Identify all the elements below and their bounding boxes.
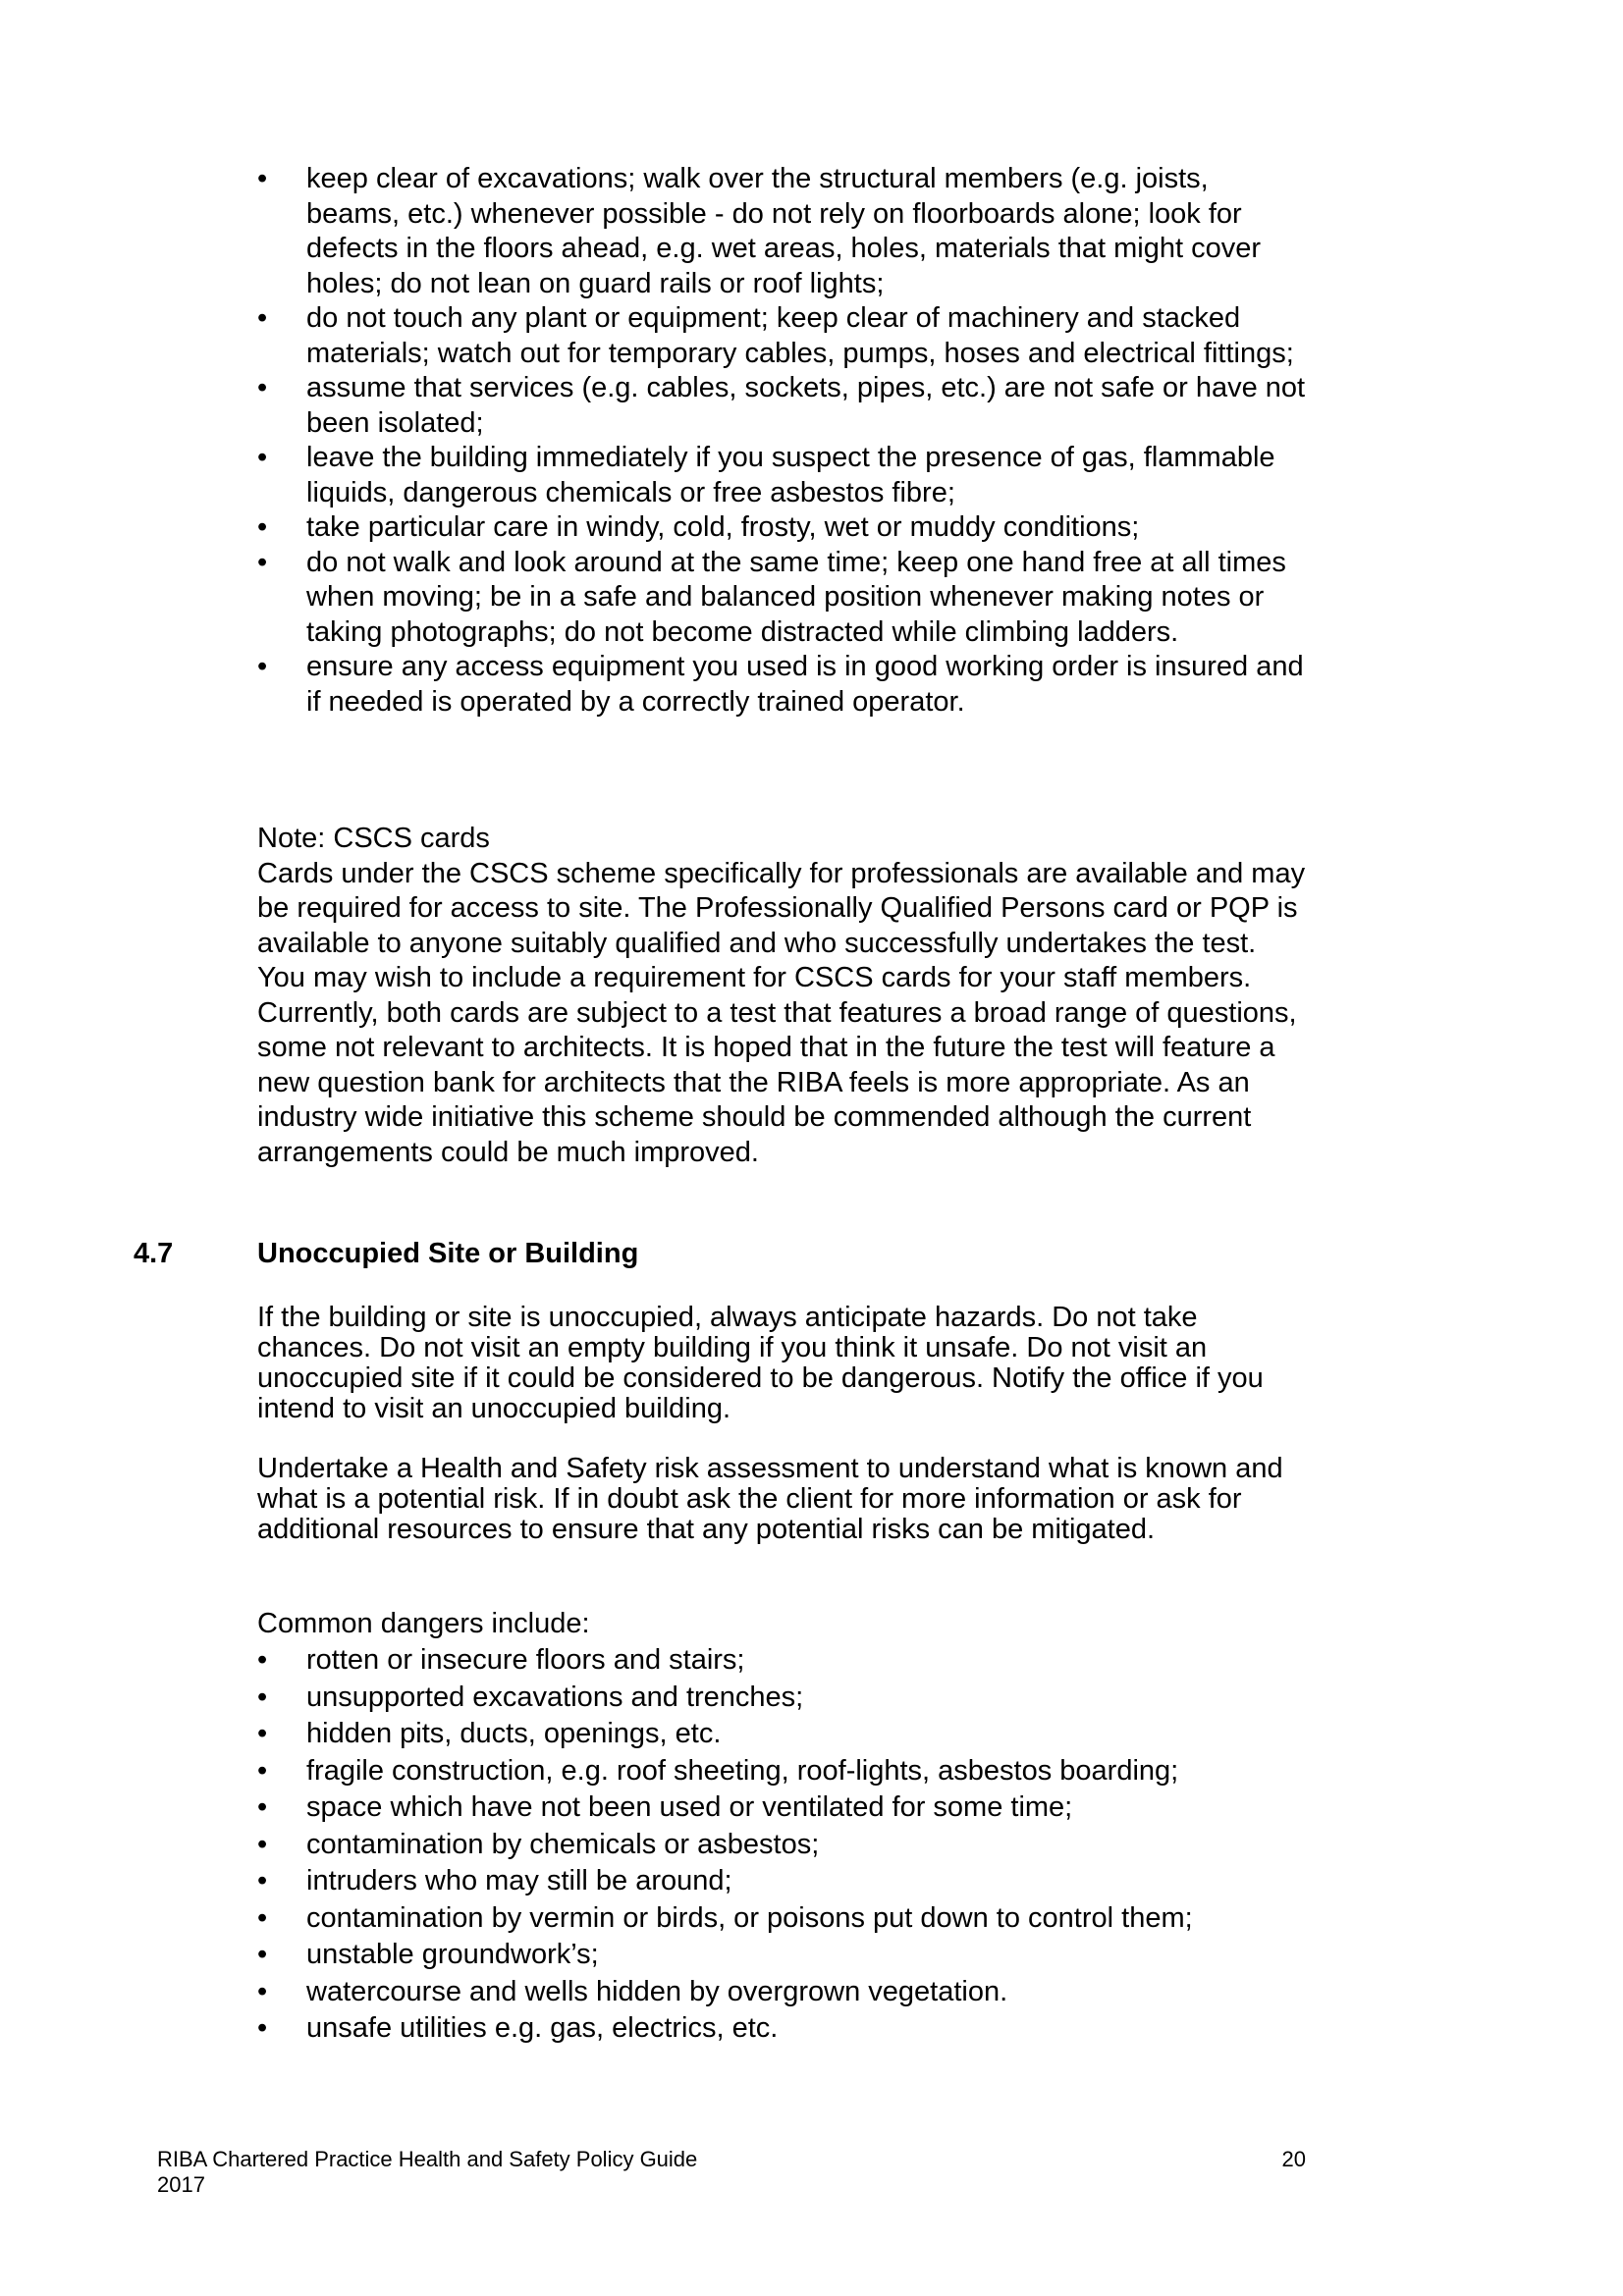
list-item-text: rotten or insecure floors and stairs;: [306, 1644, 745, 1676]
list-item-text: contamination by chemicals or asbestos;: [306, 1828, 820, 1860]
list-item: [257, 510, 1308, 546]
bullet-icon: •: [257, 1865, 268, 1896]
list-item: [257, 301, 1308, 371]
list-item-text: unsupported excavations and trenches;: [306, 1681, 804, 1713]
list-item-text: unstable groundwork’s;: [306, 1939, 599, 1970]
bullet-icon: •: [257, 1754, 268, 1787]
section-title: Unoccupied Site or Building: [257, 1238, 639, 1269]
bullet-icon: •: [257, 302, 268, 334]
list-item-text: do not touch any plant or equipment; keep clear of machinery and stacked materials; watch out for temporary cables, pumps, hoses and electrical fittings;: [306, 302, 1294, 369]
list-item-text: hidden pits, ducts, openings, etc.: [306, 1718, 722, 1749]
list-item: [257, 2010, 1308, 2048]
hazard-bullet-list-wrapper: [257, 162, 1308, 720]
bullet-icon: •: [257, 442, 268, 473]
bullet-icon: •: [257, 1939, 268, 1970]
list-item: [257, 1900, 1308, 1938]
cscs-note: [257, 822, 1308, 1170]
list-item: [257, 1863, 1308, 1900]
note-body: Cards under the CSCS scheme specifically for professionals are available and may be required for access to site. The Professionally Qualified Persons card or PQP is available to anyone suitably qualified and who successfully undertakes the test. You may wish to include a requirement for CSCS cards for your staff members. Currently, both cards are subject to a test that features a broad range of questions, some not relevant to architects. It is hoped that in the future the test will feature a new question bank for architects that the RIBA feels is more appropriate. As an industry wide initiative this scheme should be commended although the current arrangements could be much improved.: [257, 857, 1306, 1168]
bullet-icon: •: [257, 1791, 268, 1823]
bullet-icon: •: [257, 372, 268, 403]
list-item: [257, 371, 1308, 441]
list-item-text: assume that services (e.g. cables, sockets, pipes, etc.) are not safe or have not been isolated;: [306, 372, 1306, 439]
footer-document-title: [157, 2147, 697, 2198]
hazard-bullet-list: [257, 162, 1308, 720]
list-item-text: space which have not been used or ventilated for some time;: [306, 1791, 1073, 1823]
list-item: [257, 1974, 1308, 2011]
bullet-icon: •: [257, 1828, 268, 1860]
footer-year: 2017: [157, 2172, 205, 2197]
list-item-text: leave the building immediately if you suspect the presence of gas, flammable liquids, dangerous chemicals or free asbestos fibre;: [306, 442, 1275, 508]
list-item-text: fragile construction, e.g. roof sheeting, roof-lights, asbestos boarding;: [306, 1754, 1179, 1787]
list-item: [257, 1642, 1308, 1680]
list-item-text: contamination by vermin or birds, or poisons put down to control them;: [306, 1901, 1193, 1934]
bullet-icon: •: [257, 1718, 268, 1749]
bullet-icon: •: [257, 1644, 268, 1676]
list-item: [257, 441, 1308, 510]
bullet-icon: •: [257, 1975, 268, 2007]
list-item-text: do not walk and look around at the same time; keep one hand free at all times when moving; be in a safe and balanced position whenever making notes or taking photographs; do not become distracted while climbing ladders.: [306, 546, 1286, 648]
note-title: Note: CSCS cards: [257, 823, 490, 854]
list-item-text: take particular care in windy, cold, frosty, wet or muddy conditions;: [306, 511, 1140, 543]
page-number: 20: [1281, 2147, 1306, 2171]
list-item: [257, 1789, 1308, 1827]
dangers-list: [257, 1642, 1308, 2048]
risk-assessment-paragraph: Undertake a Health and Safety risk assessment to understand what is known and what is a potential risk. If in doubt ask the client for more information or ask for additional resources to ensure that any potential risks can be mitigated.: [257, 1453, 1283, 1545]
dangers-list-wrapper: [257, 1642, 1308, 2048]
bullet-icon: •: [257, 546, 268, 578]
list-item: [257, 650, 1308, 720]
list-item-text: unsafe utilities e.g. gas, electrics, etc.: [306, 2012, 779, 2044]
list-item: [257, 162, 1308, 301]
footer-title-line: RIBA Chartered Practice Health and Safety Policy Guide: [157, 2147, 698, 2171]
bullet-icon: •: [257, 2012, 268, 2044]
bullet-icon: •: [257, 651, 268, 682]
list-item: [257, 546, 1308, 651]
list-item: [257, 1827, 1308, 1864]
bullet-icon: •: [257, 163, 268, 194]
list-item: [257, 1716, 1308, 1753]
list-item-text: intruders who may still be around;: [306, 1865, 732, 1896]
list-item-text: keep clear of excavations; walk over the structural members (e.g. joists, beams, etc.) whenever possible - do not rely on floorboards alone; look for defects in the floors ahead, e.g. wet areas, holes, materials that might cover holes; do not lean on guard rails or roof lights;: [306, 163, 1262, 299]
dangers-intro: Common dangers include:: [257, 1608, 590, 1639]
bullet-icon: •: [257, 511, 268, 543]
bullet-icon: •: [257, 1901, 268, 1934]
list-item: [257, 1937, 1308, 1974]
list-item-text: watercourse and wells hidden by overgrown vegetation.: [306, 1975, 1008, 2007]
list-item: [257, 1753, 1308, 1790]
unoccupied-paragraph: If the building or site is unoccupied, always anticipate hazards. Do not take chances. Do not visit an empty building if you think it unsafe. Do not visit an unoccupied site if it could be considered to be dangerous. Notify the office if you intend to visit an unoccupied building.: [257, 1302, 1264, 1424]
list-item: [257, 1680, 1308, 1717]
section-number: 4.7: [134, 1238, 174, 1269]
bullet-icon: •: [257, 1681, 268, 1713]
list-item-text: ensure any access equipment you used is in good working order is insured and if needed is operated by a correctly trained operator.: [306, 651, 1304, 718]
